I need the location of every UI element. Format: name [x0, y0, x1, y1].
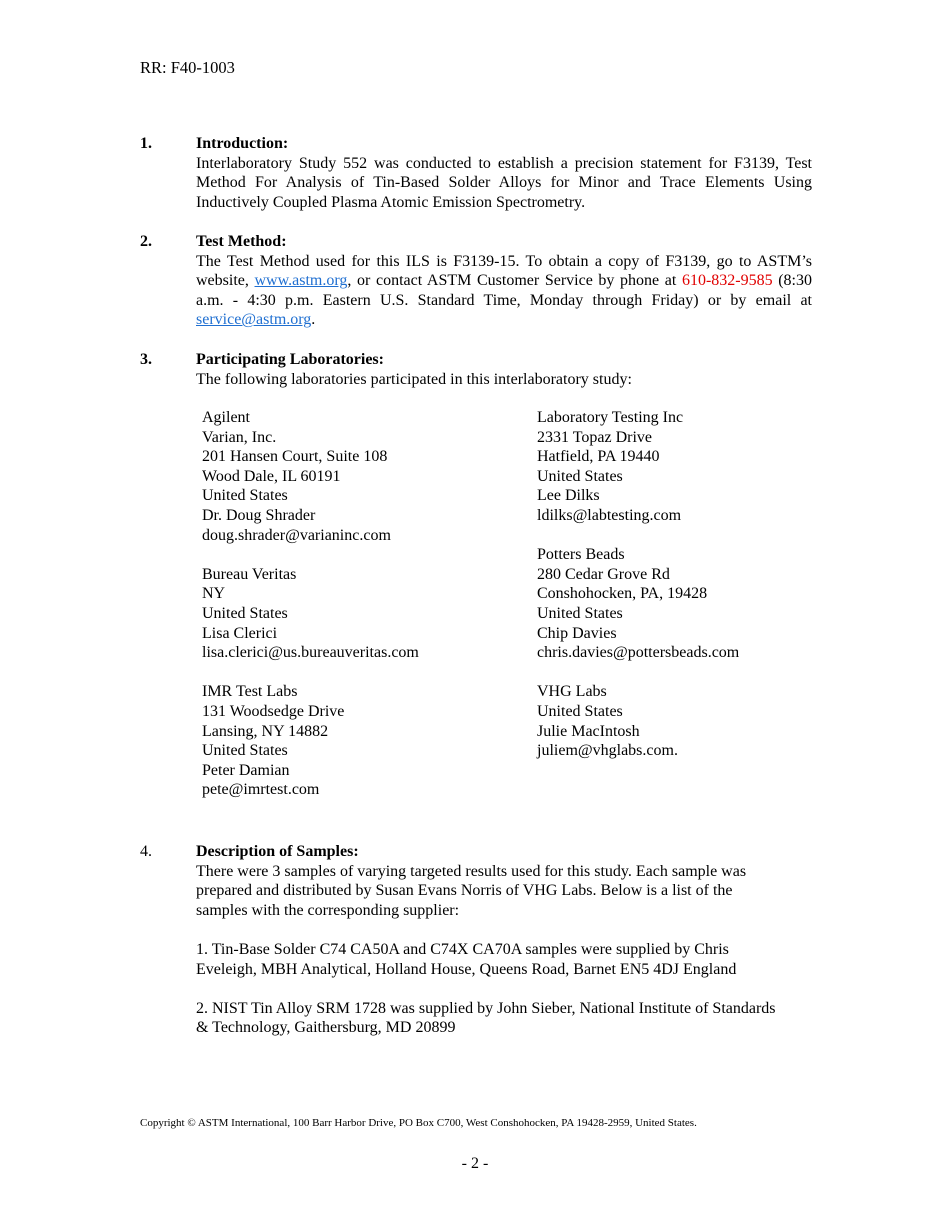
laboratory-line: NY — [202, 585, 226, 603]
section-number: 2. — [140, 233, 152, 250]
service-email-link[interactable]: service@astm.org — [196, 311, 312, 329]
laboratory-line: Agilent — [202, 409, 250, 426]
section-heading: Description of Samples: — [196, 843, 359, 860]
section-number: 1. — [140, 135, 152, 152]
report-id: RR: F40-1003 — [140, 58, 235, 77]
section-heading: Participating Laboratories: — [196, 351, 384, 368]
laboratory-line: pete@imrtest.com — [202, 781, 320, 799]
astm-website-link[interactable]: www.astm.org — [254, 272, 348, 290]
laboratory-entry — [202, 682, 419, 800]
samples-intro: There were 3 samples of varying targeted results used for this study. Each sample was prepared and distributed by Susan Evans Norris of VHG Labs. Below is a list of the samples with the corresponding supplier: — [196, 862, 747, 919]
laboratory-line: 2331 Topaz Drive — [537, 428, 652, 446]
laboratory-line: Hatfield, PA 19440 — [537, 448, 660, 466]
body-text: . — [311, 311, 316, 329]
laboratory-line: Peter Damian — [202, 761, 290, 779]
laboratory-line: 201 Hansen Court, Suite 108 — [202, 448, 388, 466]
laboratory-line: Wood Dale, IL 60191 — [202, 467, 341, 485]
laboratory-line: United States — [537, 467, 623, 485]
laboratory-line: United States — [537, 604, 623, 622]
section-heading: Test Method: — [196, 233, 287, 250]
laboratory-line: IMR Test Labs — [202, 683, 298, 701]
copyright-footer: Copyright © ASTM International, 100 Barr Harbor Drive, PO Box C700, West Conshohocken, PA 19428-2959, United States. — [140, 1117, 697, 1129]
section-number: 3. — [140, 351, 152, 368]
body-text: (8:30 a.m. - 4:30 p.m. Eastern U.S. Standard Time, Monday through Friday) or by email at — [196, 272, 813, 309]
laboratory-line: chris.davies@pottersbeads.com — [537, 644, 740, 662]
laboratory-line: lisa.clerici@us.bureauveritas.com — [202, 644, 419, 662]
laboratory-line: Lansing, NY 14882 — [202, 722, 329, 740]
laboratory-line: United States — [202, 742, 288, 760]
laboratory-line: Laboratory Testing Inc — [537, 409, 684, 426]
section-test-method — [140, 232, 812, 330]
section-intro: The following laboratories participated in this interlaboratory study: — [196, 370, 632, 388]
laboratory-entry — [537, 682, 739, 760]
laboratory-line: Julie MacIntosh — [537, 722, 640, 740]
laboratory-line: doug.shrader@varianinc.com — [202, 526, 391, 544]
phone-number: 610-832-9585 — [681, 272, 773, 290]
section-body — [196, 252, 812, 330]
laboratory-line: juliem@vhglabs.com. — [537, 742, 678, 760]
body-text: , or contact ASTM Customer Service by phone at — [347, 272, 682, 290]
laboratory-line: United States — [537, 702, 623, 720]
page-number: - 2 - — [461, 1155, 489, 1172]
laboratory-line: 280 Cedar Grove Rd — [537, 565, 670, 583]
laboratory-line: Chip Davies — [537, 624, 617, 642]
laboratory-line: 131 Woodsedge Drive — [202, 702, 345, 720]
laboratory-line: United States — [202, 487, 288, 505]
section-description-of-samples — [140, 842, 812, 1038]
laboratory-column-left — [202, 408, 419, 819]
laboratory-line: United States — [202, 604, 288, 622]
laboratory-line: Lee Dilks — [537, 487, 600, 505]
section-body: Interlaboratory Study 552 was conducted to establish a precision statement for F3139, Test Method For Analysis of Tin-Based Solder Alloys for Minor and Trace Elements Using Inductively Coupled Plasma Atomic Emission Spectrometry. — [196, 154, 812, 211]
section-heading: Introduction: — [196, 135, 289, 152]
laboratory-line: Bureau Veritas — [202, 565, 297, 583]
laboratory-line: Conshohocken, PA, 19428 — [537, 585, 708, 603]
laboratory-line: Dr. Doug Shrader — [202, 506, 316, 524]
laboratory-line: Varian, Inc. — [202, 428, 277, 446]
sample-item: 2. NIST Tin Alloy SRM 1728 was supplied by John Sieber, National Institute of Standards & Technology, Gaithersburg, MD 20899 — [196, 999, 776, 1037]
section-number: 4. — [140, 843, 152, 860]
laboratory-entry — [537, 545, 739, 663]
laboratory-entry — [537, 408, 739, 526]
laboratory-line: VHG Labs — [537, 683, 607, 701]
laboratory-line: Potters Beads — [537, 546, 625, 564]
body-text: The Test Method used for this ILS is F3139-15. To obtain a copy of F3139, go to ASTM’s website, — [196, 252, 812, 290]
sample-item: 1. Tin-Base Solder C74 CA50A and C74X CA70A samples were supplied by Chris Eveleigh, MBH Analytical, Holland House, Queens Road, Barnet EN5 4DJ England — [196, 940, 737, 978]
laboratory-line: Lisa Clerici — [202, 624, 278, 642]
section-introduction — [140, 134, 812, 212]
laboratory-line: ldilks@labtesting.com — [537, 506, 682, 524]
laboratory-entry — [202, 408, 419, 545]
laboratory-entry — [202, 565, 419, 663]
section-participating-labs — [140, 350, 812, 389]
laboratory-column-right — [537, 408, 739, 780]
